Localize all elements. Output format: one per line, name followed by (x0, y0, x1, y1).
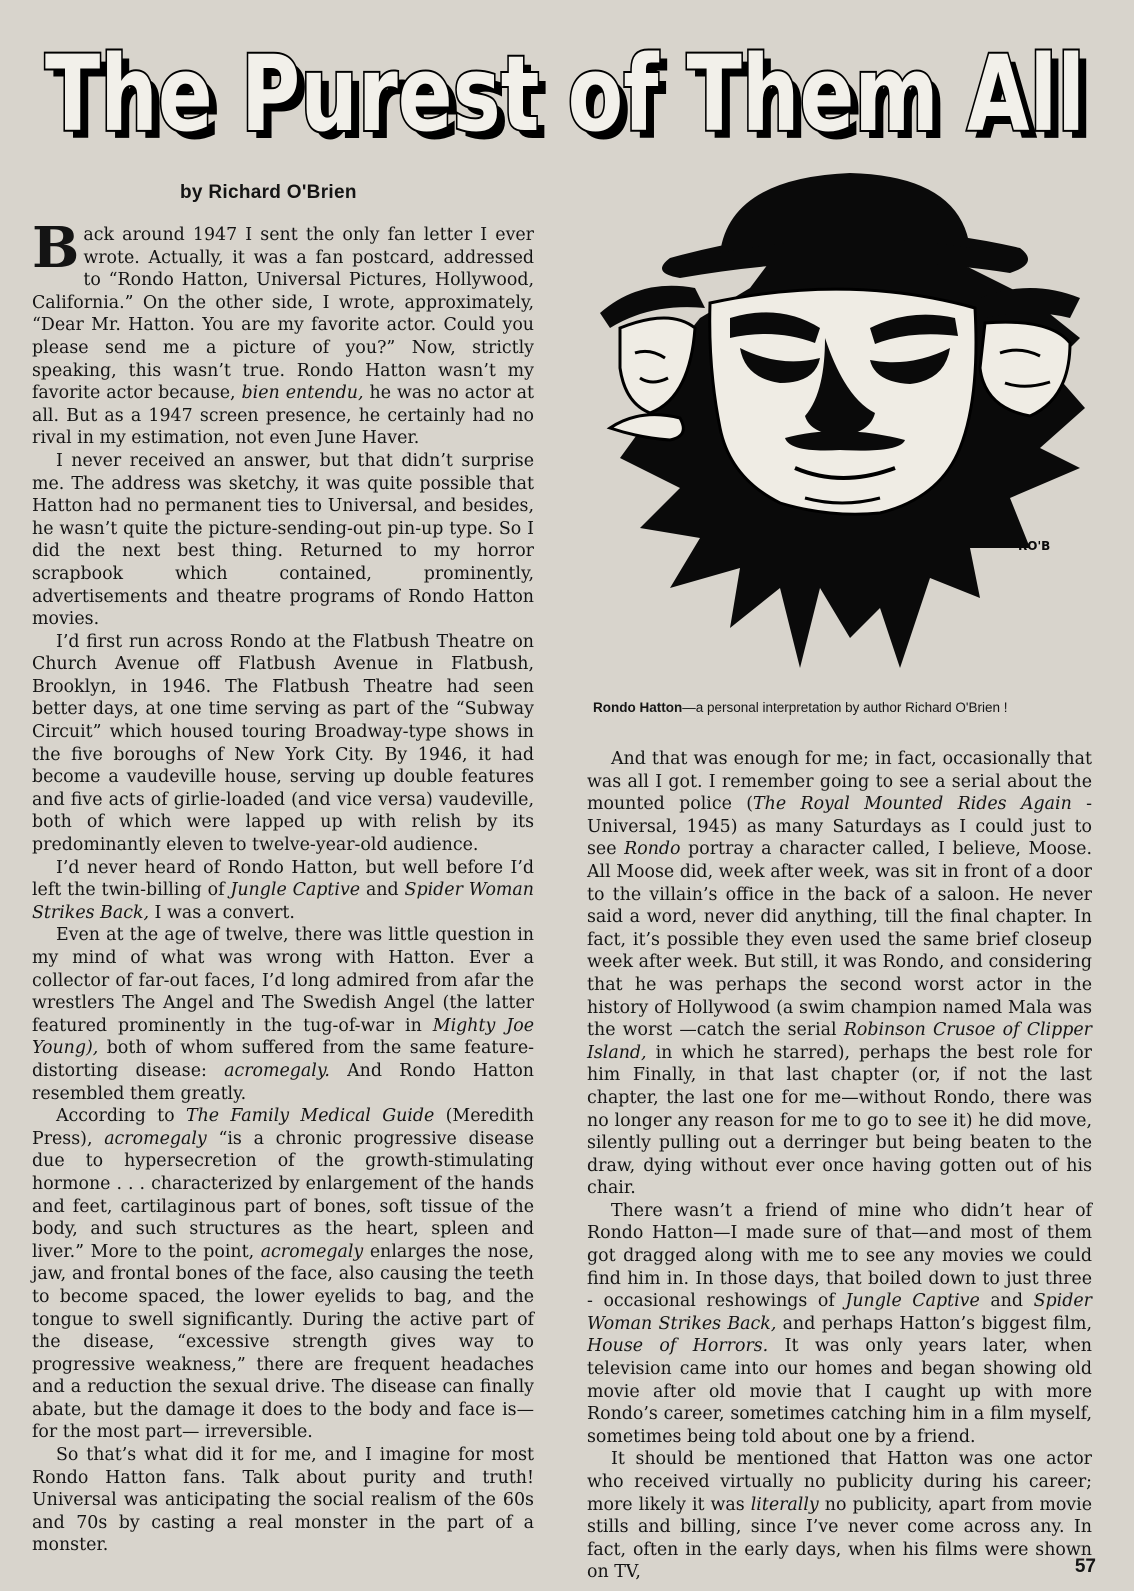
article-paragraph (32, 631, 534, 857)
italic-text: acromegaly. (224, 1060, 330, 1081)
paragraph-text: ack around 1947 I sent the only fan letter I ever wrote. Actually, it was a fan postcard, addressed to “Rondo Hatton, Universal Pictures, Hollywood, California.” On the other side, I wrote, approximately, “Dear Mr. Hatton. You are my favorite actor. Could you please send me a picture of you?” Now, strictly speaking, this wasn’t true. Rondo Hatton wasn’t my favorite actor because, (32, 225, 534, 404)
article-paragraph (32, 450, 534, 631)
paragraph-text: both of whom suffered from the same feature-distorting disease: (32, 1038, 534, 1081)
paragraph-text: Even at the age of twelve, there was little question in my mind of what was wrong with Hatton. Ever a collector of far-out faces, I’d long admired from afar the wrestlers The Angel and The Swedish Angel (the latter featured prominently in the tug-of-war in (32, 925, 534, 1036)
paragraph-text: portray a character called, I believe, Moose. All Moose did, week after week, was sit in front of a door to the villain’s office in the back of a saloon. He never said a word, never did anything, till the final chapter. In fact, it’s possible they even used the same brief closeup week after week. But still, it was Rondo, and considering that he was perhaps the second worst actor in the history of Hollywood (a swim champion named Mala was the worst —catch the serial (587, 839, 1092, 1041)
article-paragraph (32, 857, 534, 925)
paragraph-text: no publicity, apart from movie stills and billing, since I’ve never come across any. In fact, often in the early days, when his films were shown on TV, (587, 1494, 1092, 1583)
italic-text: The Royal Mounted Rides Again (753, 794, 1072, 815)
article-paragraph (587, 748, 1092, 1200)
article-paragraph (32, 1105, 534, 1444)
paragraph-text: enlarges the nose, jaw, and frontal bones of the face, also causing the teeth to become spaced, the lower eyelids to bag, and the tongue to swell significantly. During the active part of the disease, “excessive strength gives way to progressive weakness,” there are frequent headaches and a reduction the sexual drive. The disease can finally abate, but the damage it does to the body and face is—for the most part— irreversible. (32, 1241, 534, 1443)
title-shadow: The Purest of Them All (53, 41, 1093, 150)
byline: by Richard O'Brien (180, 182, 357, 203)
article-paragraph (32, 1444, 534, 1557)
italic-text: Spider Woman Strikes Back, (587, 1291, 1092, 1334)
paragraph-text: I’d first run across Rondo at the Flatbush Theatre on Church Avenue off Flatbush Avenue in Flatbush, Brooklyn, in 1946. The Flatbush Theatre had seen better days, at one time serving as part of the “Subway Circuit” which housed touring Broadway-type shows in the five boroughs of New York City. By 1946, it had become a vaudeville house, serving up double features and five acts of girlie-loaded (and vice versa) vaudeville, both of which were lapped up with relish by its predominantly eleven to twelve-year-old audience. (32, 631, 534, 856)
right-column (587, 748, 1092, 1584)
article-paragraph (587, 1448, 1092, 1584)
paragraph-text: and (360, 880, 405, 901)
paragraph-text: he was no actor at all. But as a 1947 screen presence, he certainly had no rival in my estimation, not even June Haver. (32, 383, 534, 449)
title-text: The Purest of Them All (45, 38, 1085, 150)
italic-text: Mighty Joe Young), (32, 1015, 534, 1059)
italic-text: Jungle Captive (230, 880, 361, 901)
italic-text: acromegaly (104, 1128, 207, 1149)
paragraph-text: I never received an answer, but that didn’t surprise me. The address was sketchy, it was quite possible that Hatton had no permanent ties to Universal, and besides, he wasn’t quite the picture-sending-out pin-up type. So I did the next best thing. Returned to my horror scrapbook which contained, prominently, advertisements and theatre programs of Rondo Hatton movies. (32, 450, 534, 630)
paragraph-text: in which he starred), perhaps the best role for him Finally, in that last chapter (or, if not the last chapter, the last one for me—without Rondo, there was no longer any reason for me to go to see it) he did move, silently pulling out a derringer but being beaten to the draw, dying without ever once having gotten out of his chair. (587, 1042, 1092, 1199)
article-paragraph (32, 924, 534, 1105)
rondo-hatton-illustration (580, 168, 1100, 682)
page-number: 57 (1074, 1556, 1096, 1577)
article-paragraph (32, 215, 534, 450)
article-paragraph (587, 1200, 1092, 1449)
paragraph-text: According to (56, 1106, 186, 1127)
italic-text: Robinson Crusoe of Clipper Island, (587, 1020, 1092, 1063)
paragraph-text: It was only years later, when television came into our homes and began showing old movie after old movie that I caught up with more Rondo’s career, sometimes catching him in a film myself, sometimes being told about one by a friend. (587, 1336, 1093, 1447)
paragraph-text: And that was enough for me; in fact, occasionally that was all I got. I remember going to see a serial about the mounted police ( (587, 749, 1092, 815)
paragraph-text: (Meredith Press), (32, 1106, 534, 1149)
artist-signature: RO'B (1018, 539, 1051, 553)
drop-cap: B (32, 215, 80, 281)
paragraph-text: So that’s what did it for me, and I imagine for most Rondo Hatton fans. Talk about purity and truth! Universal was anticipating the social realism of the 60s and 70s by casting a real monster in the part of a monster. (32, 1445, 534, 1556)
paragraph-text: I was a convert. (149, 902, 295, 923)
italic-text: House of Horrors. (587, 1336, 769, 1357)
caricature-drawing (580, 168, 1100, 682)
left-column (32, 215, 534, 1557)
italic-text: Rondo (624, 839, 681, 860)
italic-text: acromegaly (260, 1241, 364, 1262)
paragraph-text: And Rondo Hatton resembled them greatly. (32, 1060, 534, 1104)
paragraph-text: There wasn’t a friend of mine who didn’t hear of Rondo Hatton—I made sure of that—and most of them got dragged along with me to see any movies we could find him in. In those days, that boiled down to just three - occasional reshowings of (587, 1200, 1092, 1312)
paragraph-text: and perhaps Hatton’s biggest film, (776, 1313, 1093, 1334)
italic-text: literally (750, 1494, 819, 1515)
caption-lead: Rondo Hatton (593, 700, 683, 715)
italic-text: The Family Medical Guide (185, 1106, 435, 1127)
paragraph-text: - Universal, 1945) as many Saturdays as I could just to see (587, 794, 1092, 860)
italic-text: Spider Woman Strikes Back, (32, 880, 534, 923)
caption-text: —a personal interpretation by author Richard O'Brien ! (682, 700, 1008, 715)
paragraph-text: I’d never heard of Rondo Hatton, but well before I’d left the twin-billing of (32, 857, 534, 901)
italic-text: bien entendu, (241, 383, 364, 404)
paragraph-text: and (979, 1291, 1034, 1312)
italic-text: Jungle Captive (845, 1291, 980, 1312)
article-title-graphic (30, 38, 1104, 150)
article-title (30, 38, 1104, 150)
paragraph-text: “is a chronic progressive disease due to hypersecretion of the growth-stimulating hormone . . . characterized by enlargement of the hands and feet, cartilaginous part of bones, soft tissue of the body, and such structures as the heart, spleen and liver.” More to the point, (32, 1128, 534, 1262)
illustration-caption (593, 698, 1090, 717)
paragraph-text: It should be mentioned that Hatton was one actor who received virtually no publicity during his career; more likely it was (587, 1449, 1092, 1515)
